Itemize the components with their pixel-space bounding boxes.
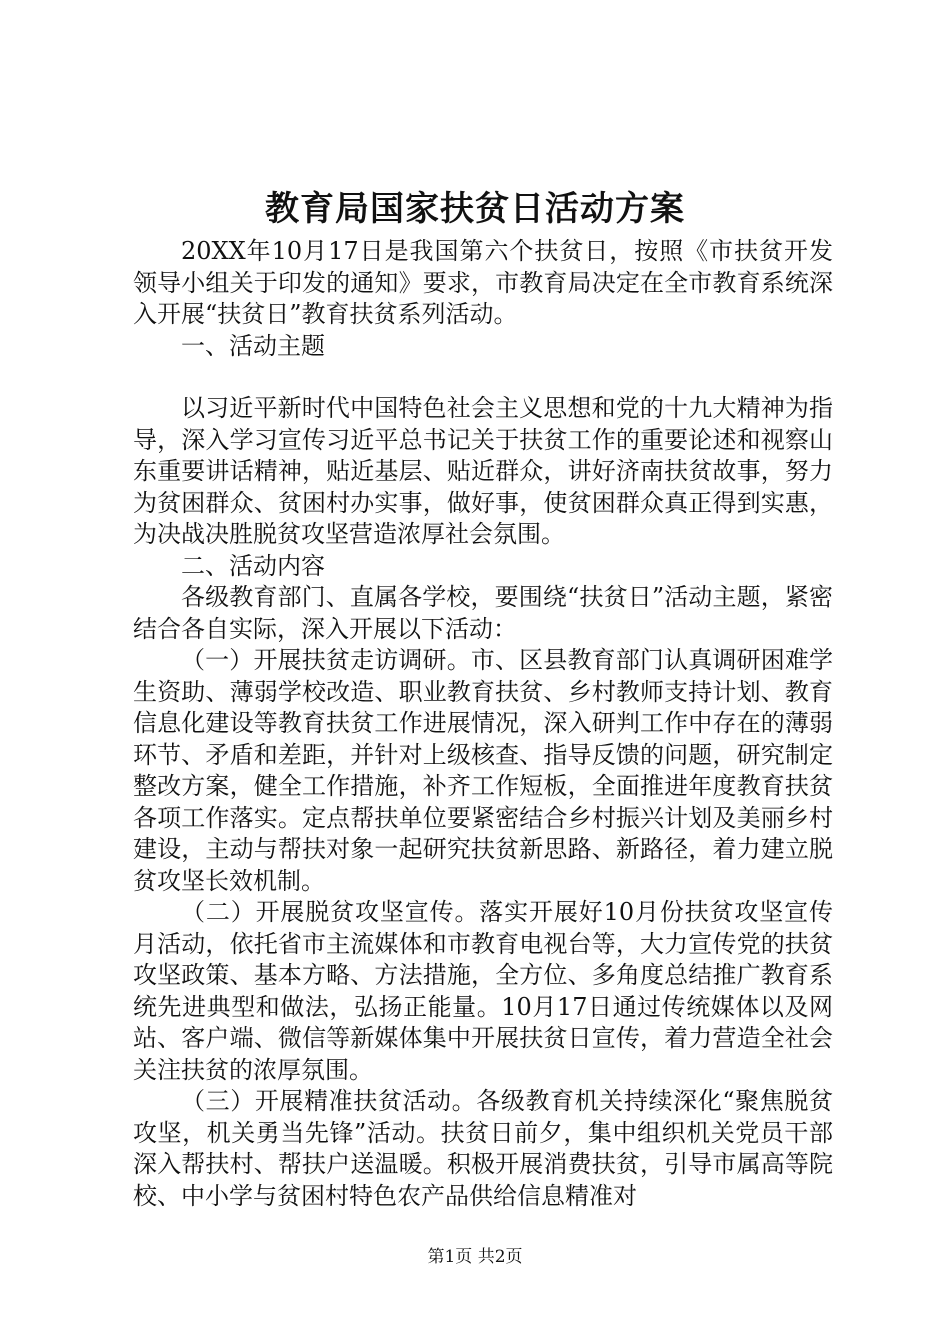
section-heading-theme: 一、活动主题 (181, 331, 325, 360)
activity-item-3: （三）开展精准扶贫活动。各级教育机关持续深化“聚焦脱贫攻坚，机关勇当先锋”活动。扶贫日前夕，集中组织机关党员干部深入帮扶村、帮扶户送温暖。积极开展消费扶贫，引导市属高等院校、中小学与贫困村特色农产品供给信息精准对 (133, 1087, 833, 1210)
theme-paragraph: 以习近平新时代中国特色社会主义思想和党的十九大精神为指导，深入学习宣传习近平总书记关于扶贫工作的重要论述和视察山东重要讲话精神，贴近基层、贴近群众，讲好济南扶贫故事，努力为贫困群众、贫困村办实事，做好事，使贫困群众真正得到实惠，为决战决胜脱贫攻坚营造浓厚社会氛围。 (133, 394, 833, 548)
activity-item-2: （二）开展脱贫攻坚宣传。落实开展好10月份扶贫攻坚宣传月活动，依托省市主流媒体和市教育电视台等，大力宣传党的扶贫攻坚政策、基本方略、方法措施，全方位、多角度总结推广教育系统先进典型和做法，弘扬正能量。10月17日通过传统媒体以及网站、客户端、微信等新媒体集中开展扶贫日宣传，着力营造全社会关注扶贫的浓厚氛围。 (133, 898, 833, 1084)
content-intro-paragraph: 各级教育部门、直属各学校，要围绕“扶贫日”活动主题，紧密结合各自实际，深入开展以下活动： (133, 583, 833, 643)
document-title: 教育局国家扶贫日活动方案 (265, 189, 685, 229)
section-heading-content: 二、活动内容 (181, 551, 325, 580)
document-body (133, 236, 833, 1212)
activity-item-1: （一）开展扶贫走访调研。市、区县教育部门认真调研困难学生资助、薄弱学校改造、职业教育扶贫、乡村教师支持计划、教育信息化建设等教育扶贫工作进展情况，深入研判工作中存在的薄弱环节、矛盾和差距，并针对上级核查、指导反馈的问题，研究制定整改方案，健全工作措施，补齐工作短板，全面推进年度教育扶贫各项工作落实。定点帮扶单位要紧密结合乡村振兴计划及美丽乡村建设，主动与帮扶对象一起研究扶贫新思路、新路径，着力建立脱贫攻坚长效机制。 (133, 646, 833, 895)
page-number-footer: 第1页 共2页 (427, 1247, 523, 1267)
intro-paragraph: 20XX年10月17日是我国第六个扶贫日，按照《市扶贫开发领导小组关于印发的通知》要求，市教育局决定在全市教育系统深入开展“扶贫日”教育扶贫系列活动。 (133, 237, 833, 328)
blank-line (133, 362, 833, 393)
